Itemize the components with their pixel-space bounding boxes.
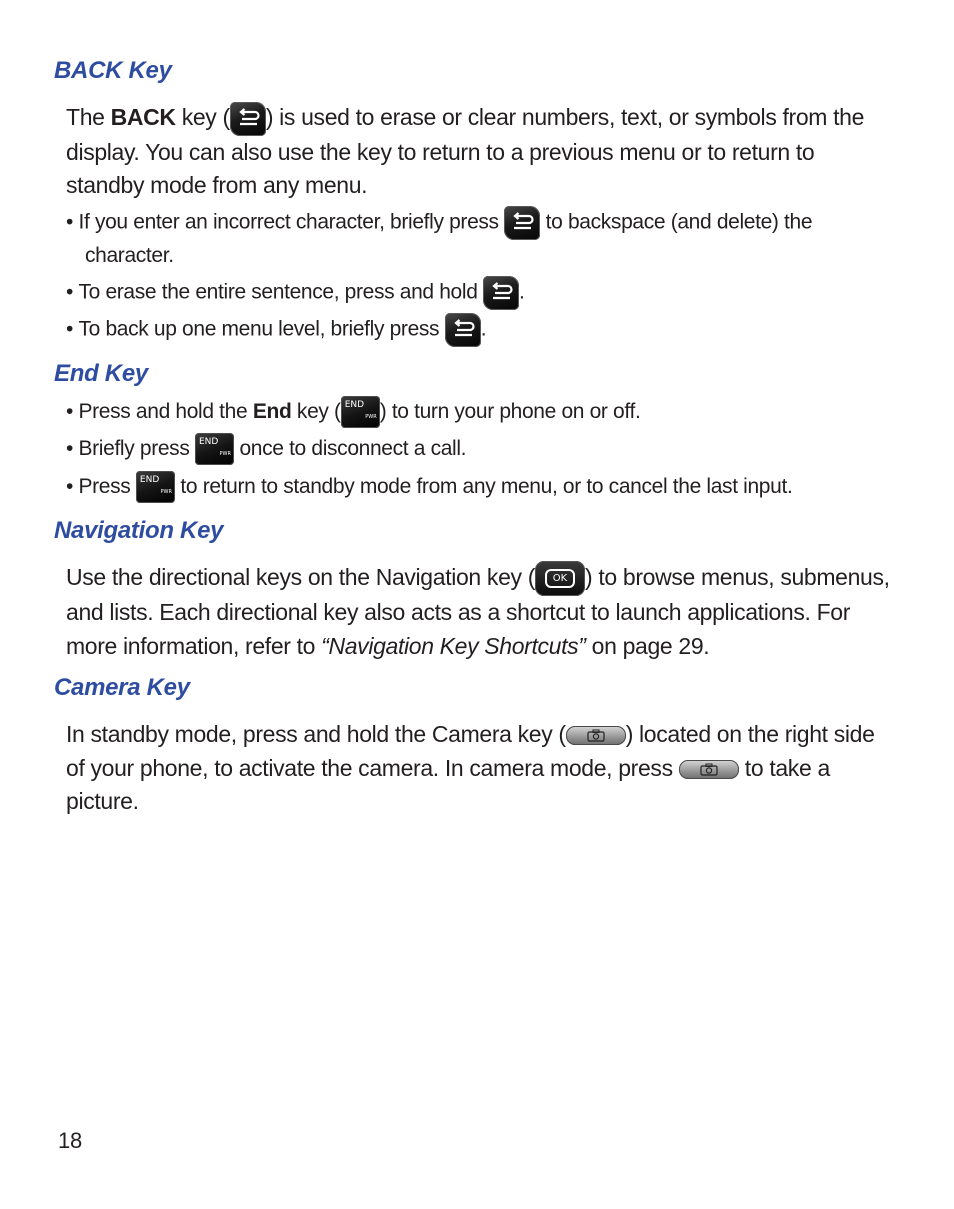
back-bold-label: BACK — [110, 104, 176, 130]
camera-key-icon — [566, 726, 626, 745]
end-bullet-2: • Briefly press PWR END once to disconnect a call. — [66, 433, 885, 465]
camera-key-heading: Camera Key — [54, 674, 190, 701]
navigation-key-heading: Navigation Key — [54, 517, 224, 544]
back-key-icon — [230, 102, 266, 136]
page-number: 18 — [58, 1128, 83, 1153]
navigation-shortcuts-reference: “Navigation Key Shortcuts” — [321, 632, 586, 659]
end-key-icon: PWR END — [136, 471, 175, 503]
camera-key-icon — [679, 760, 739, 779]
back-key-paragraph: The BACK key ( ) is used to erase or clear numbers, text, or symbols from the display. You can also use the key to return to a previous menu or to return to standby mode from any menu. — [66, 101, 896, 203]
back-key-icon — [483, 276, 519, 310]
end-bold-label: End — [252, 400, 292, 423]
end-key-icon: PWR END — [195, 433, 234, 465]
ok-navigation-key-icon: OK — [535, 561, 585, 596]
end-key-heading: End Key — [54, 360, 148, 387]
end-key-icon: PWR END — [341, 396, 380, 428]
back-key-icon — [504, 206, 540, 240]
back-bullet-2: • To erase the entire sentence, press and hold . — [66, 276, 885, 310]
navigation-key-paragraph: Use the directional keys on the Navigation key ( OK ) to browse menus, submenus, and lists. Each directional key also acts as a shortcut to launch applications. For more information, refer to “Navigation Key Shortcuts” on page 29. — [66, 561, 896, 663]
end-bullet-1: • Press and hold the End key ( PWR END ) to turn your phone on or off. — [66, 396, 885, 428]
back-bullet-3: • To back up one menu level, briefly press . — [66, 313, 885, 347]
camera-key-paragraph: In standby mode, press and hold the Camera key ( ) located on the right side of your phone, to activate the camera. In camera mode, press to take a picture. — [66, 721, 875, 814]
end-bullet-3: • Press PWR END to return to standby mode from any menu, or to cancel the last input. — [66, 471, 885, 503]
back-key-icon — [445, 313, 481, 347]
back-bullet-1: • If you enter an incorrect character, briefly press to backspace (and delete) the character. — [66, 206, 885, 272]
back-key-heading: BACK Key — [54, 57, 172, 84]
